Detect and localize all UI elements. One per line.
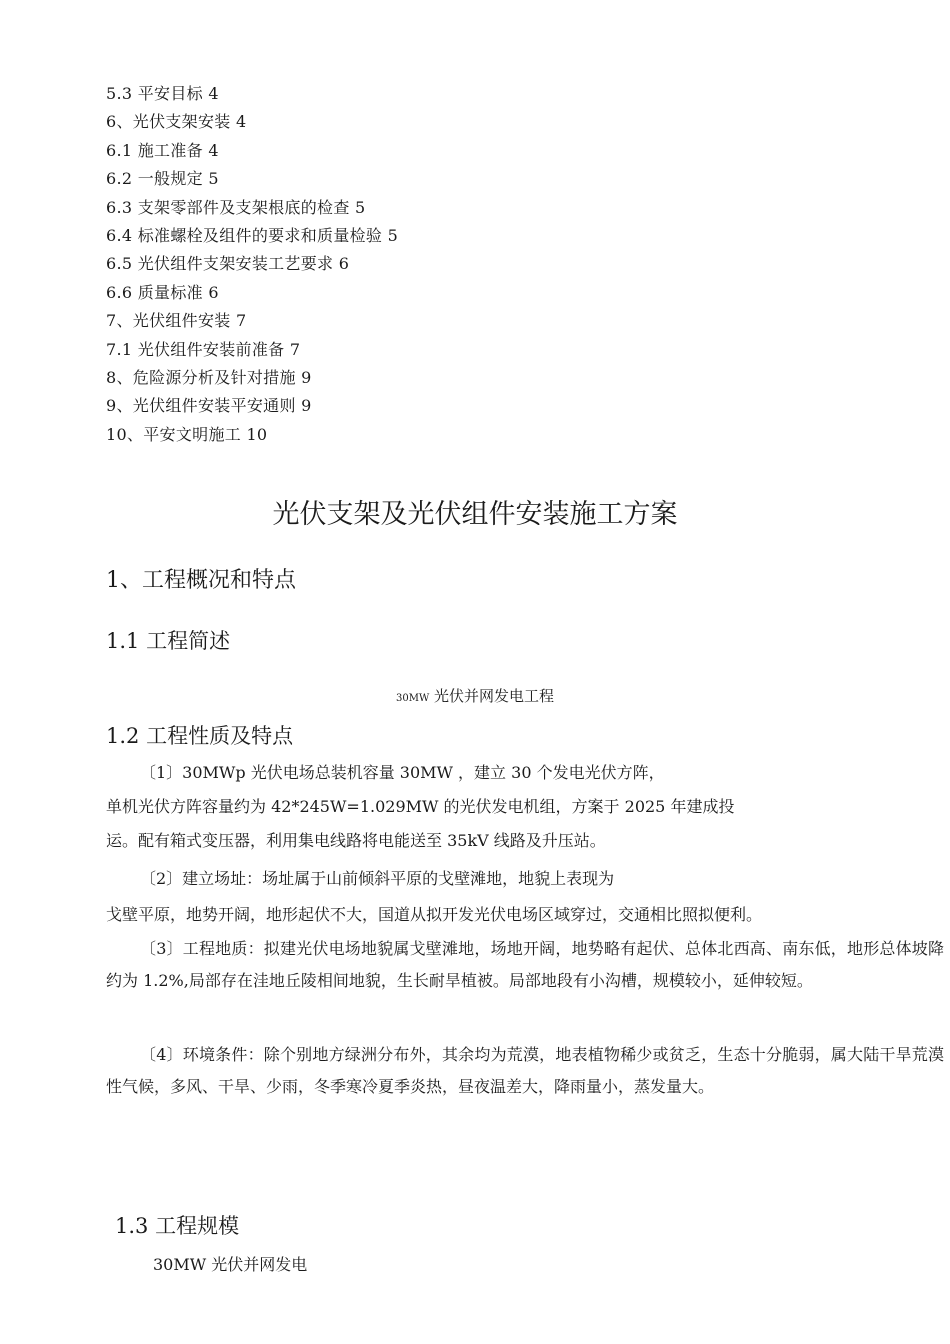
paragraph-2-line-1: 〔2〕建立场址：场址属于山前倾斜平原的戈壁滩地，地貌上表现为 — [140, 869, 615, 888]
toc-item[interactable]: 6.5 光伏组件支架安装工艺要求 6 — [106, 254, 350, 274]
document-title: 光伏支架及光伏组件安装施工方案 — [272, 499, 678, 530]
toc-item[interactable]: 7、光伏组件安装 7 — [106, 311, 247, 331]
toc-item[interactable]: 6.4 标准螺栓及组件的要求和质量检验 5 — [106, 226, 399, 246]
project-name-line — [0, 685, 950, 706]
toc-item[interactable]: 7.1 光伏组件安装前准备 7 — [106, 339, 301, 359]
toc-item[interactable]: 6、光伏支架安装 4 — [106, 112, 247, 132]
section-1-3-heading: 1.3 工程规模 — [115, 1214, 240, 1238]
section-1-heading: 1、工程概况和特点 — [106, 568, 296, 593]
section-1-2-heading: 1.2 工程性质及特点 — [106, 724, 294, 748]
toc-item[interactable]: 6.3 支架零部件及支架根底的检查 5 — [106, 197, 366, 217]
toc-item[interactable]: 6.6 质量标准 6 — [106, 282, 219, 302]
toc-item[interactable]: 10、平安文明施工 10 — [106, 424, 268, 444]
toc-item[interactable]: 9、光伏组件安装平安通则 9 — [106, 396, 312, 416]
section-1-1-heading: 1.1 工程简述 — [106, 629, 231, 653]
table-of-contents — [106, 80, 806, 449]
project-name: 光伏并网发电工程 — [429, 687, 555, 705]
toc-item[interactable]: 6.1 施工准备 4 — [106, 140, 219, 160]
paragraph-4: 〔4〕环境条件：除个别地方绿洲分布外，其余均为荒漠，地表植物稀少或贫乏，生态十分脆弱，属大陆干旱荒漠性气候，多风、干旱、少雨，冬季寒冷夏季炎热，昼夜温差大，降雨量小，蒸发量大。 — [106, 1045, 944, 1096]
project-capacity: 30MW — [395, 693, 430, 704]
scale-line: 30MW 光伏并网发电 — [153, 1255, 308, 1274]
paragraph-1-line-2: 单机光伏方阵容量约为 42*245W=1.029MW 的光伏发电机组，方案于 2025 年建成投 — [106, 797, 735, 816]
paragraph-3: 〔3〕工程地质：拟建光伏电场地貌属戈壁滩地，场地开阔，地势略有起伏、总体北西高、南东低，地形总体坡降约为 1.2%,局部存在洼地丘陵相间地貌，生长耐旱植被。局部地段有小沟槽，规模较小，延伸较短。 — [106, 939, 944, 990]
toc-item[interactable]: 8、危险源分析及针对措施 9 — [106, 368, 312, 388]
toc-item[interactable]: 6.2 一般规定 5 — [106, 169, 219, 189]
paragraph-1-line-1: 〔1〕30MWp 光伏电场总装机容量 30MW ，建立 30 个发电光伏方阵， — [140, 763, 665, 782]
toc-item[interactable]: 5.3 平安目标 4 — [106, 84, 219, 103]
paragraph-1-line-3: 运。配有箱式变压器，利用集电线路将电能送至 35kV 线路及升压站。 — [106, 831, 606, 850]
paragraph-2-line-2: 戈壁平原，地势开阔，地形起伏不大，国道从拟开发光伏电场区域穿过，交通相比照拟便利。 — [106, 905, 763, 924]
